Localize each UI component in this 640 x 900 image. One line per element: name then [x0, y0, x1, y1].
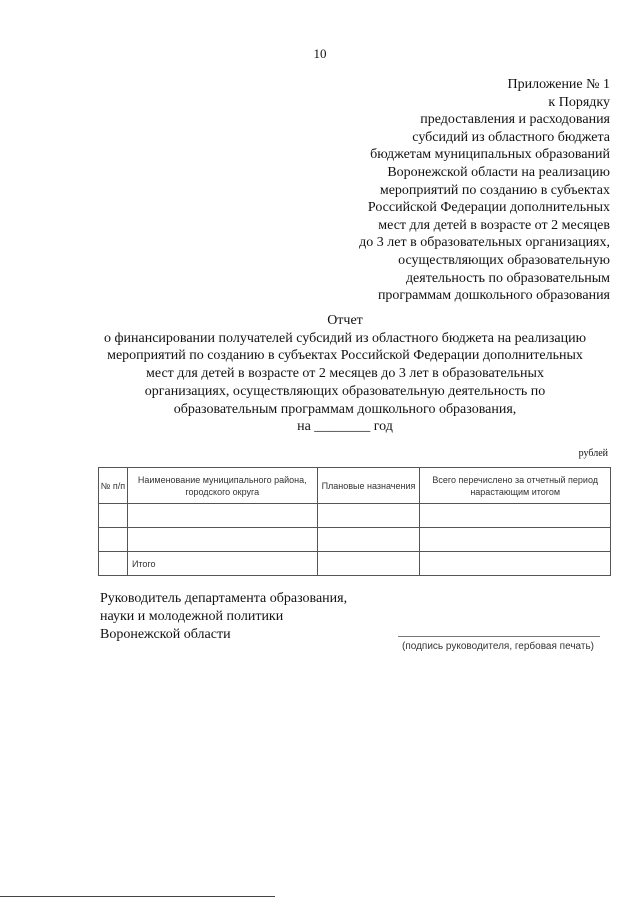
table-cell [420, 528, 611, 552]
appendix-line: Воронежской области на реализацию [387, 164, 610, 180]
table-row-total [99, 552, 611, 576]
table-row [99, 528, 611, 552]
currency-unit: рублей [578, 448, 608, 459]
signature-caption: (подпись руководителя, гербовая печать) [402, 641, 594, 652]
report-table [98, 467, 611, 576]
appendix-line: программам дошкольного образования [377, 288, 610, 304]
report-date-line: на ________ год [297, 419, 393, 435]
signer-block [100, 590, 347, 644]
signer-line: Воронежской области [100, 627, 231, 642]
appendix-line: осуществляющих образовательную [398, 252, 610, 268]
report-title-line: мест для детей в возрасте от 2 месяцев до 3 лет в образовательных [146, 366, 544, 382]
appendix-line: бюджетам муниципальных образований [370, 147, 610, 163]
table-row [99, 504, 611, 528]
appendix-line: мероприятий по созданию в субъектах [379, 182, 610, 198]
signer-line: науки и молодежной политики [100, 609, 284, 624]
table-cell [317, 552, 420, 576]
signer-line: Руководитель департамента образования, [100, 591, 348, 606]
appendix-line: деятельность по образовательным [405, 270, 610, 286]
column-header-transferred: Всего перечислено за отчетный период нарастающим итогом [420, 468, 611, 504]
report-title-line: о финансировании получателей субсидий из областного бюджета на реализацию [103, 330, 587, 346]
appendix-line: до 3 лет в образовательных организациях, [359, 235, 610, 251]
report-title-line: организациях, осуществляющих образовательную деятельность по [144, 383, 546, 399]
report-title-block [70, 312, 620, 436]
appendix-line: Российской Федерации дополнительных [367, 200, 610, 216]
table-cell [317, 504, 420, 528]
total-label: Итого [127, 552, 317, 576]
appendix-header [310, 76, 610, 305]
table-cell [317, 528, 420, 552]
appendix-line: к Порядку [548, 94, 610, 110]
column-header-number: № п/п [99, 468, 128, 504]
footer-rule [0, 896, 275, 897]
report-title-line: образовательным программам дошкольного образования, [173, 401, 517, 417]
signature-line [398, 636, 600, 637]
table-cell [420, 504, 611, 528]
table-cell [99, 552, 128, 576]
table-cell [99, 504, 128, 528]
appendix-line: мест для детей в возрасте от 2 месяцев [378, 217, 610, 233]
page-number: 10 [313, 46, 327, 61]
column-header-planned: Плановые назначения [317, 468, 420, 504]
table-cell [127, 504, 317, 528]
column-header-municipality: Наименование муниципального района, городского округа [127, 468, 317, 504]
table-header-row [99, 468, 611, 504]
appendix-line: Приложение № 1 [507, 77, 610, 92]
appendix-line: субсидий из областного бюджета [412, 129, 610, 145]
appendix-line: предоставления и расходования [420, 112, 610, 128]
table-cell [420, 552, 611, 576]
table-cell [99, 528, 128, 552]
table-cell [127, 528, 317, 552]
report-title: Отчет [327, 313, 363, 328]
report-title-line: мероприятий по созданию в субъектах Российской Федерации дополнительных [107, 348, 583, 364]
